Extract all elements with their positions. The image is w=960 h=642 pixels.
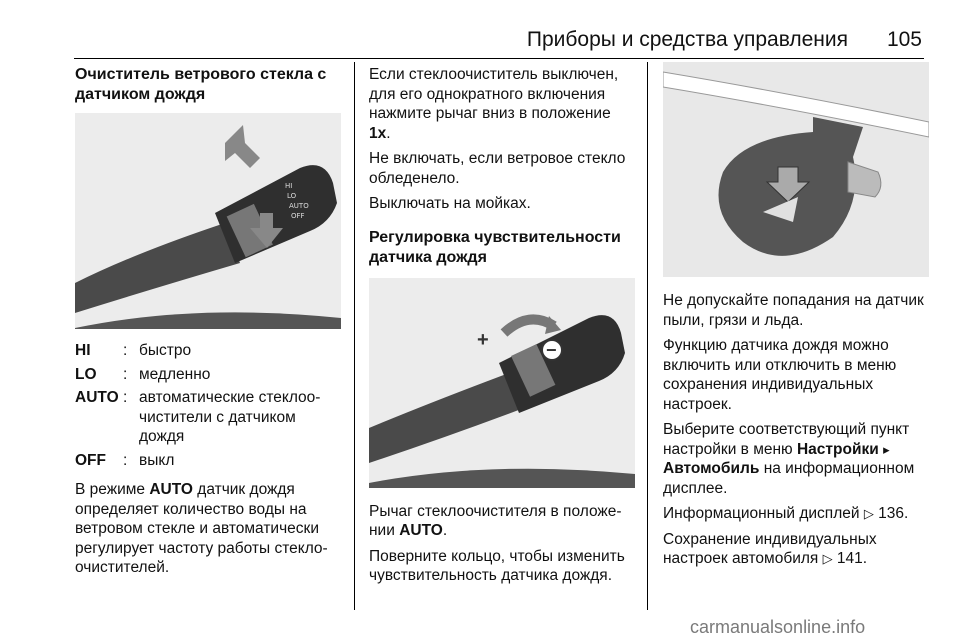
text: на информационном дисплее. [663, 460, 915, 497]
text: В режиме [75, 481, 150, 498]
menu-path-paragraph [663, 420, 929, 498]
text: . [862, 550, 868, 567]
text: Рычаг стеклоочистителя в положе-нии [369, 502, 622, 539]
colon: : [123, 365, 128, 383]
bold-text: AUTO [149, 481, 193, 498]
minus-sign: − [546, 339, 557, 360]
info-display-reference [663, 504, 929, 524]
personal-settings-reference [663, 530, 929, 569]
turn-ring-paragraph: Поверните кольцо, чтобы изменить чувствительность датчика дождя. [369, 547, 625, 584]
page-ref-141[interactable]: 141 [836, 550, 863, 567]
single-wipe-paragraph [369, 65, 635, 143]
wiper-stalk-drawing [75, 113, 341, 329]
section-heading-sensitivity: Регулировка чувствительности датчика дождя [369, 228, 621, 266]
menu-arrow-icon: ▸ [883, 441, 890, 457]
plus-sign: + [477, 328, 489, 351]
definition-lo: медленно [139, 365, 211, 383]
section-heading-rain-sensor: Очиститель ветрового стекла с датчиком дождя [75, 66, 327, 103]
header-rule [74, 58, 924, 59]
colon: : [123, 342, 128, 359]
definition-row-off [75, 451, 341, 471]
definition-auto: автоматические стеклоо-чистители с датчиком дождя [139, 389, 321, 445]
bold-text: AUTO [399, 522, 443, 539]
auto-position-paragraph [369, 502, 635, 541]
mode-definition-list [75, 341, 341, 470]
text: . [442, 522, 448, 539]
svg-text:AUTO: AUTO [289, 202, 309, 210]
enable-disable-paragraph: Функцию датчика дождя можно включить или отключить в меню сохранения индивидуальных настроек. [663, 337, 897, 413]
sensitivity-ring-drawing [369, 278, 635, 488]
definition-off: выкл [139, 451, 175, 469]
text: Если стеклоочиститель выключен, для его однократного включения нажмите рычаг вниз в положение [369, 66, 619, 122]
car-wash-paragraph: Выключать на мойках. [369, 195, 531, 212]
page-ref-136[interactable]: 136 [878, 505, 905, 522]
svg-text:OFF: OFF [291, 212, 305, 220]
definition-row-auto [75, 388, 341, 447]
text: Выберите соответствующий пункт настройки в меню [663, 421, 910, 458]
column-1 [75, 65, 341, 584]
keep-clean-paragraph: Не допускайте попадания на датчик пыли, грязи и льда. [663, 292, 924, 329]
column-2 [369, 65, 635, 592]
icing-warning-paragraph: Не включать, если ветровое стекло обледенело. [369, 150, 626, 187]
text: Информационный дисплей [663, 505, 864, 522]
sensitivity-ring-illustration [369, 278, 635, 488]
page-number: 105 [886, 28, 922, 51]
column-divider-1 [354, 62, 355, 610]
term-hi: HI [75, 342, 91, 359]
definition-row-lo [75, 365, 341, 385]
menu-vehicle: Автомобиль [663, 460, 760, 477]
page-reference-icon: ▷ [822, 551, 833, 566]
watermark: carmanualsonline.info [690, 617, 866, 637]
column-3 [663, 62, 929, 575]
definition-hi: быстро [139, 342, 192, 359]
page-reference-icon: ▷ [863, 506, 874, 521]
menu-settings: Настройки [796, 440, 879, 458]
rain-sensor-illustration [663, 62, 929, 277]
term-off: OFF [75, 451, 106, 469]
text: датчик дождя определяет количество воды на ветровом стекле и автоматически регулирует частоту работы стекло-очистителей. [75, 481, 328, 576]
bold-text: 1x [369, 124, 387, 142]
rain-sensor-drawing [663, 62, 929, 277]
colon: : [123, 451, 128, 469]
column-divider-2 [647, 62, 648, 610]
text: . [904, 505, 909, 522]
term-lo: LO [75, 365, 97, 383]
term-auto: AUTO [75, 389, 119, 406]
page-header [0, 26, 960, 56]
header-title: Приборы и средства управления [526, 28, 848, 51]
text: Сохранение индивидуальных настроек автомобиля [663, 530, 877, 567]
definition-row-hi [75, 341, 341, 361]
auto-mode-paragraph [75, 480, 341, 578]
colon: : [123, 389, 128, 406]
svg-text:LO: LO [287, 192, 297, 200]
wiper-stalk-illustration [75, 113, 341, 329]
svg-text:HI: HI [285, 182, 293, 190]
text: . [386, 124, 391, 142]
